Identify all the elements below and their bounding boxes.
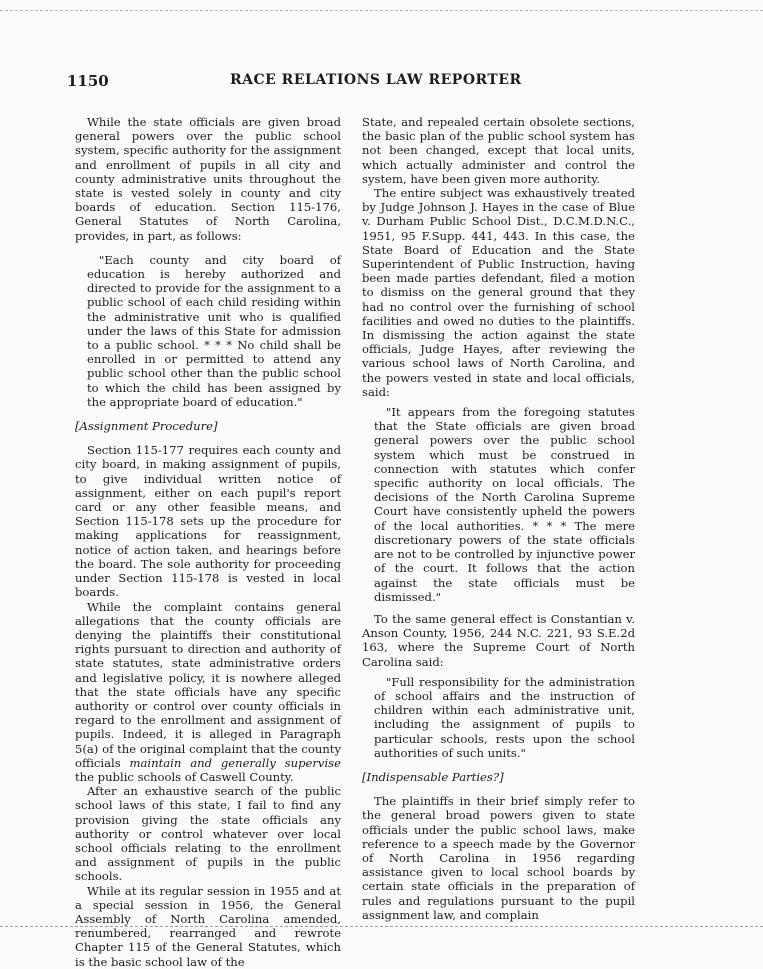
section-heading: [Assignment Procedure]	[75, 419, 218, 434]
paragraph	[75, 600, 341, 785]
right-column	[362, 115, 635, 922]
paragraph: While the state officials are given broad general powers over the public school system, specific authority for the assignment and enrollment of pupils in all city and county administrative units throughout the state is vested solely in county and city boards of education. Section 115-176, General Statutes of North Carolina, provides, in part, as follows:	[75, 115, 341, 243]
running-head: RACE RELATIONS LAW REPORTER	[230, 72, 522, 88]
emphasized-text: maintain and generally supervise	[129, 755, 341, 770]
paragraph: To the same general effect is Constantian v. Anson County, 1956, 244 N.C. 221, 93 S.E.2d 163, where the Supreme Court of North Carolina said:	[362, 611, 635, 669]
block-quote: "Full responsibility for the administration of school affairs and the instruction of children within each administrative unit, including the assignment of pupils to particular schools, rests upon the school authorities of such units."	[374, 674, 635, 760]
paragraph: The plaintiffs in their brief simply refer to the general broad powers given to state officials under the public school laws, make reference to a speech made by the Governor of North Carolina in 1956 regarding assistance given to local school boards by certain state officials in the preparation of rules and regulations pursuant to the pupil assignment law, and complain	[362, 794, 635, 922]
paragraph-text: the public schools of Caswell County.	[75, 769, 294, 784]
paragraph: After an exhaustive search of the public school laws of this state, I fail to find any provision giving the state officials any authority or control whatever over local school officials relating to the enrollment and assignment of pupils in the public schools.	[75, 784, 341, 884]
paragraph-text: While the complaint contains general allegations that the county officials are denying the plaintiffs their constitutional rights pursuant to direction and authority of state statutes, state administrative orders and legislative policy, it is nowhere alleged that the state officials have any specific authority or control over county officials in regard to the enrollment and assignment of pupils. Indeed, it is alleged in Paragraph 5(a) of the original complaint that the county officials	[75, 599, 341, 770]
page-number: 1150	[67, 72, 109, 90]
block-quote: "It appears from the foregoing statutes that the State officials are given broad general powers over the public school system which must be construed in connection with statutes which confer specific authority on local officials. The decisions of the North Carolina Supreme Court have consistently upheld the powers of the local authorities. * * * The mere discretionary powers of the state officials are not to be controlled by injunctive power of the court. It follows that the action against the state officials must be dismissed."	[374, 405, 635, 604]
bottom-scan-edge	[0, 926, 763, 927]
section-heading: [Indispensable Parties?]	[362, 769, 504, 784]
block-quote: "Each county and city board of education is hereby authorized and directed to provide for the assignment to a public school of each child residing within the administrative unit who is qualified under the laws of this State for admission to a public school. * * * No child shall be enrolled in or permitted to attend any public school other than the public school to which the child has been assigned by the appropriate board of education."	[87, 252, 341, 409]
left-column	[75, 115, 341, 969]
paragraph: Section 115-177 requires each county and city board, in making assignment of pupils, to give individual written notice of assignment, either on each pupil's report card or any other feasible means, and Section 115-178 sets up the procedure for making applications for reassignment, notice of action taken, and hearings before the board. The sole authority for proceeding under Section 115-178 is vested in local boards.	[75, 443, 341, 600]
paragraph: State, and repealed certain obsolete sections, the basic plan of the public school system has not been changed, except that local units, which actually administer and control the system, have been given more authority.	[362, 115, 635, 186]
paragraph: The entire subject was exhaustively treated by Judge Johnson J. Hayes in the case of Blue v. Durham Public School Dist., D.C.M.D.N.C., 1951, 95 F.Supp. 441, 443. In this case, the State Board of Education and the State Superintendent of Public Instruction, having been made parties defendant, filed a motion to dismiss on the general ground that they had no control over the furnishing of school facilities and owed no duties to the plaintiffs. In dismissing the action against the state officials, Judge Hayes, after reviewing the various school laws of North Carolina, and the powers vested in state and local officials, said:	[362, 186, 635, 399]
top-scan-edge	[0, 10, 763, 11]
paragraph: While at its regular session in 1955 and at a special session in 1956, the General Assembly of North Carolina amended, renumbered, rearranged and rewrote Chapter 115 of the General Statutes, which is the basic school law of the	[75, 883, 341, 969]
